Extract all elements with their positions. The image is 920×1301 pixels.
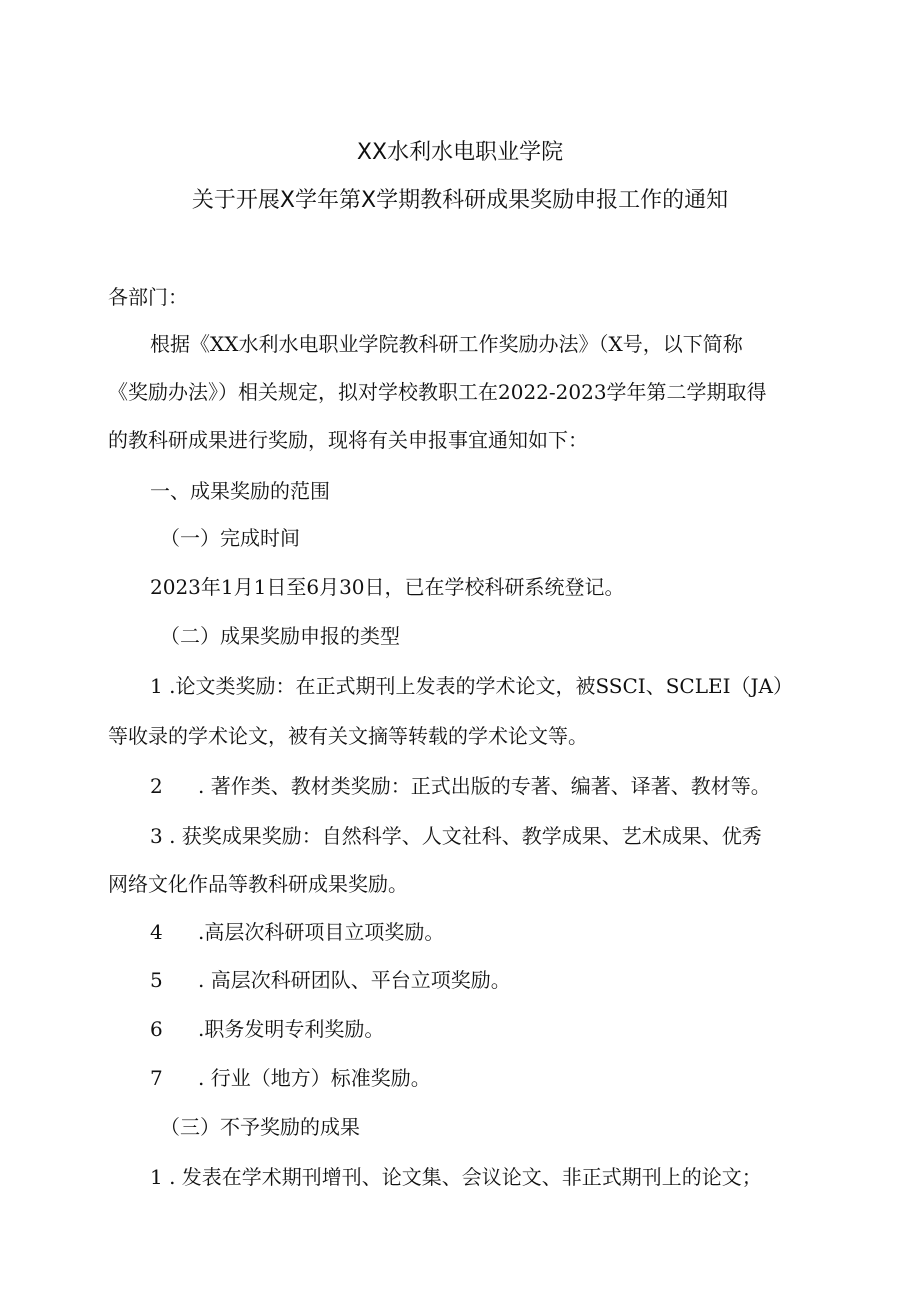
document-title-line2: 关于开展X学年第X学期教科研成果奖励申报工作的通知: [191, 188, 729, 213]
item4-number: 4: [150, 920, 163, 944]
intro-paragraph-line2: 《奖励办法》）相关规定，拟对学校教职工在2022-2023学年第二学期取得: [108, 380, 767, 404]
exclusion1-text: 1 . 发表在学术期刊增刊、论文集、会议论文、非正式期刊上的论文；: [150, 1165, 762, 1189]
item3-line1: 3 . 获奖成果奖励：自然科学、人文社科、教学成果、艺术成果、优秀: [150, 824, 762, 848]
item4: [150, 918, 444, 946]
item5-text: . 高层次科研团队、平台立项奖励。: [198, 968, 511, 992]
intro-paragraph-line3: 的教科研成果进行奖励，现将有关申报事宜通知如下：: [108, 428, 588, 452]
section1-heading: 一、成果奖励的范围: [150, 479, 330, 503]
salutation: 各部门：: [108, 285, 188, 309]
item5-number: 5: [150, 968, 163, 992]
item1-line1: 1 .论文类奖励：在正式期刊上发表的学术论文，被SSCI、SCLEI（JA）: [150, 674, 793, 698]
item4-text: .高层次科研项目立项奖励。: [198, 920, 445, 944]
document-title-line1: XX水利水电职业学院: [356, 140, 564, 165]
item6-number: 6: [150, 1017, 163, 1041]
item6-text: .职务发明专利奖励。: [198, 1017, 385, 1041]
intro-paragraph-line1: 根据《XX水利水电职业学院教科研工作奖励办法》（X号，以下简称: [150, 332, 743, 356]
item5: [150, 966, 511, 994]
subsection3-heading: （三）不予奖励的成果: [160, 1115, 360, 1139]
subsection1-text: 2023年1月1日至6月30日，已在学校科研系统登记。: [150, 575, 625, 599]
item6: [150, 1015, 384, 1043]
subsection2-heading: （二）成果奖励申报的类型: [160, 624, 400, 648]
item2: [150, 772, 771, 800]
item7-number: 7: [150, 1066, 163, 1090]
item7-text: . 行业（地方）标准奖励。: [198, 1066, 431, 1090]
item1-line2: 等收录的学术论文，被有关文摘等转载的学术论文等。: [108, 724, 588, 748]
item2-text: . 著作类、教材类奖励：正式出版的专著、编著、译著、教材等。: [198, 774, 771, 798]
subsection1-heading: （一）完成时间: [160, 526, 300, 550]
item3-line2: 网络文化作品等教科研成果奖励。: [108, 872, 408, 896]
item2-number: 2: [150, 774, 163, 798]
item7: [150, 1064, 431, 1092]
